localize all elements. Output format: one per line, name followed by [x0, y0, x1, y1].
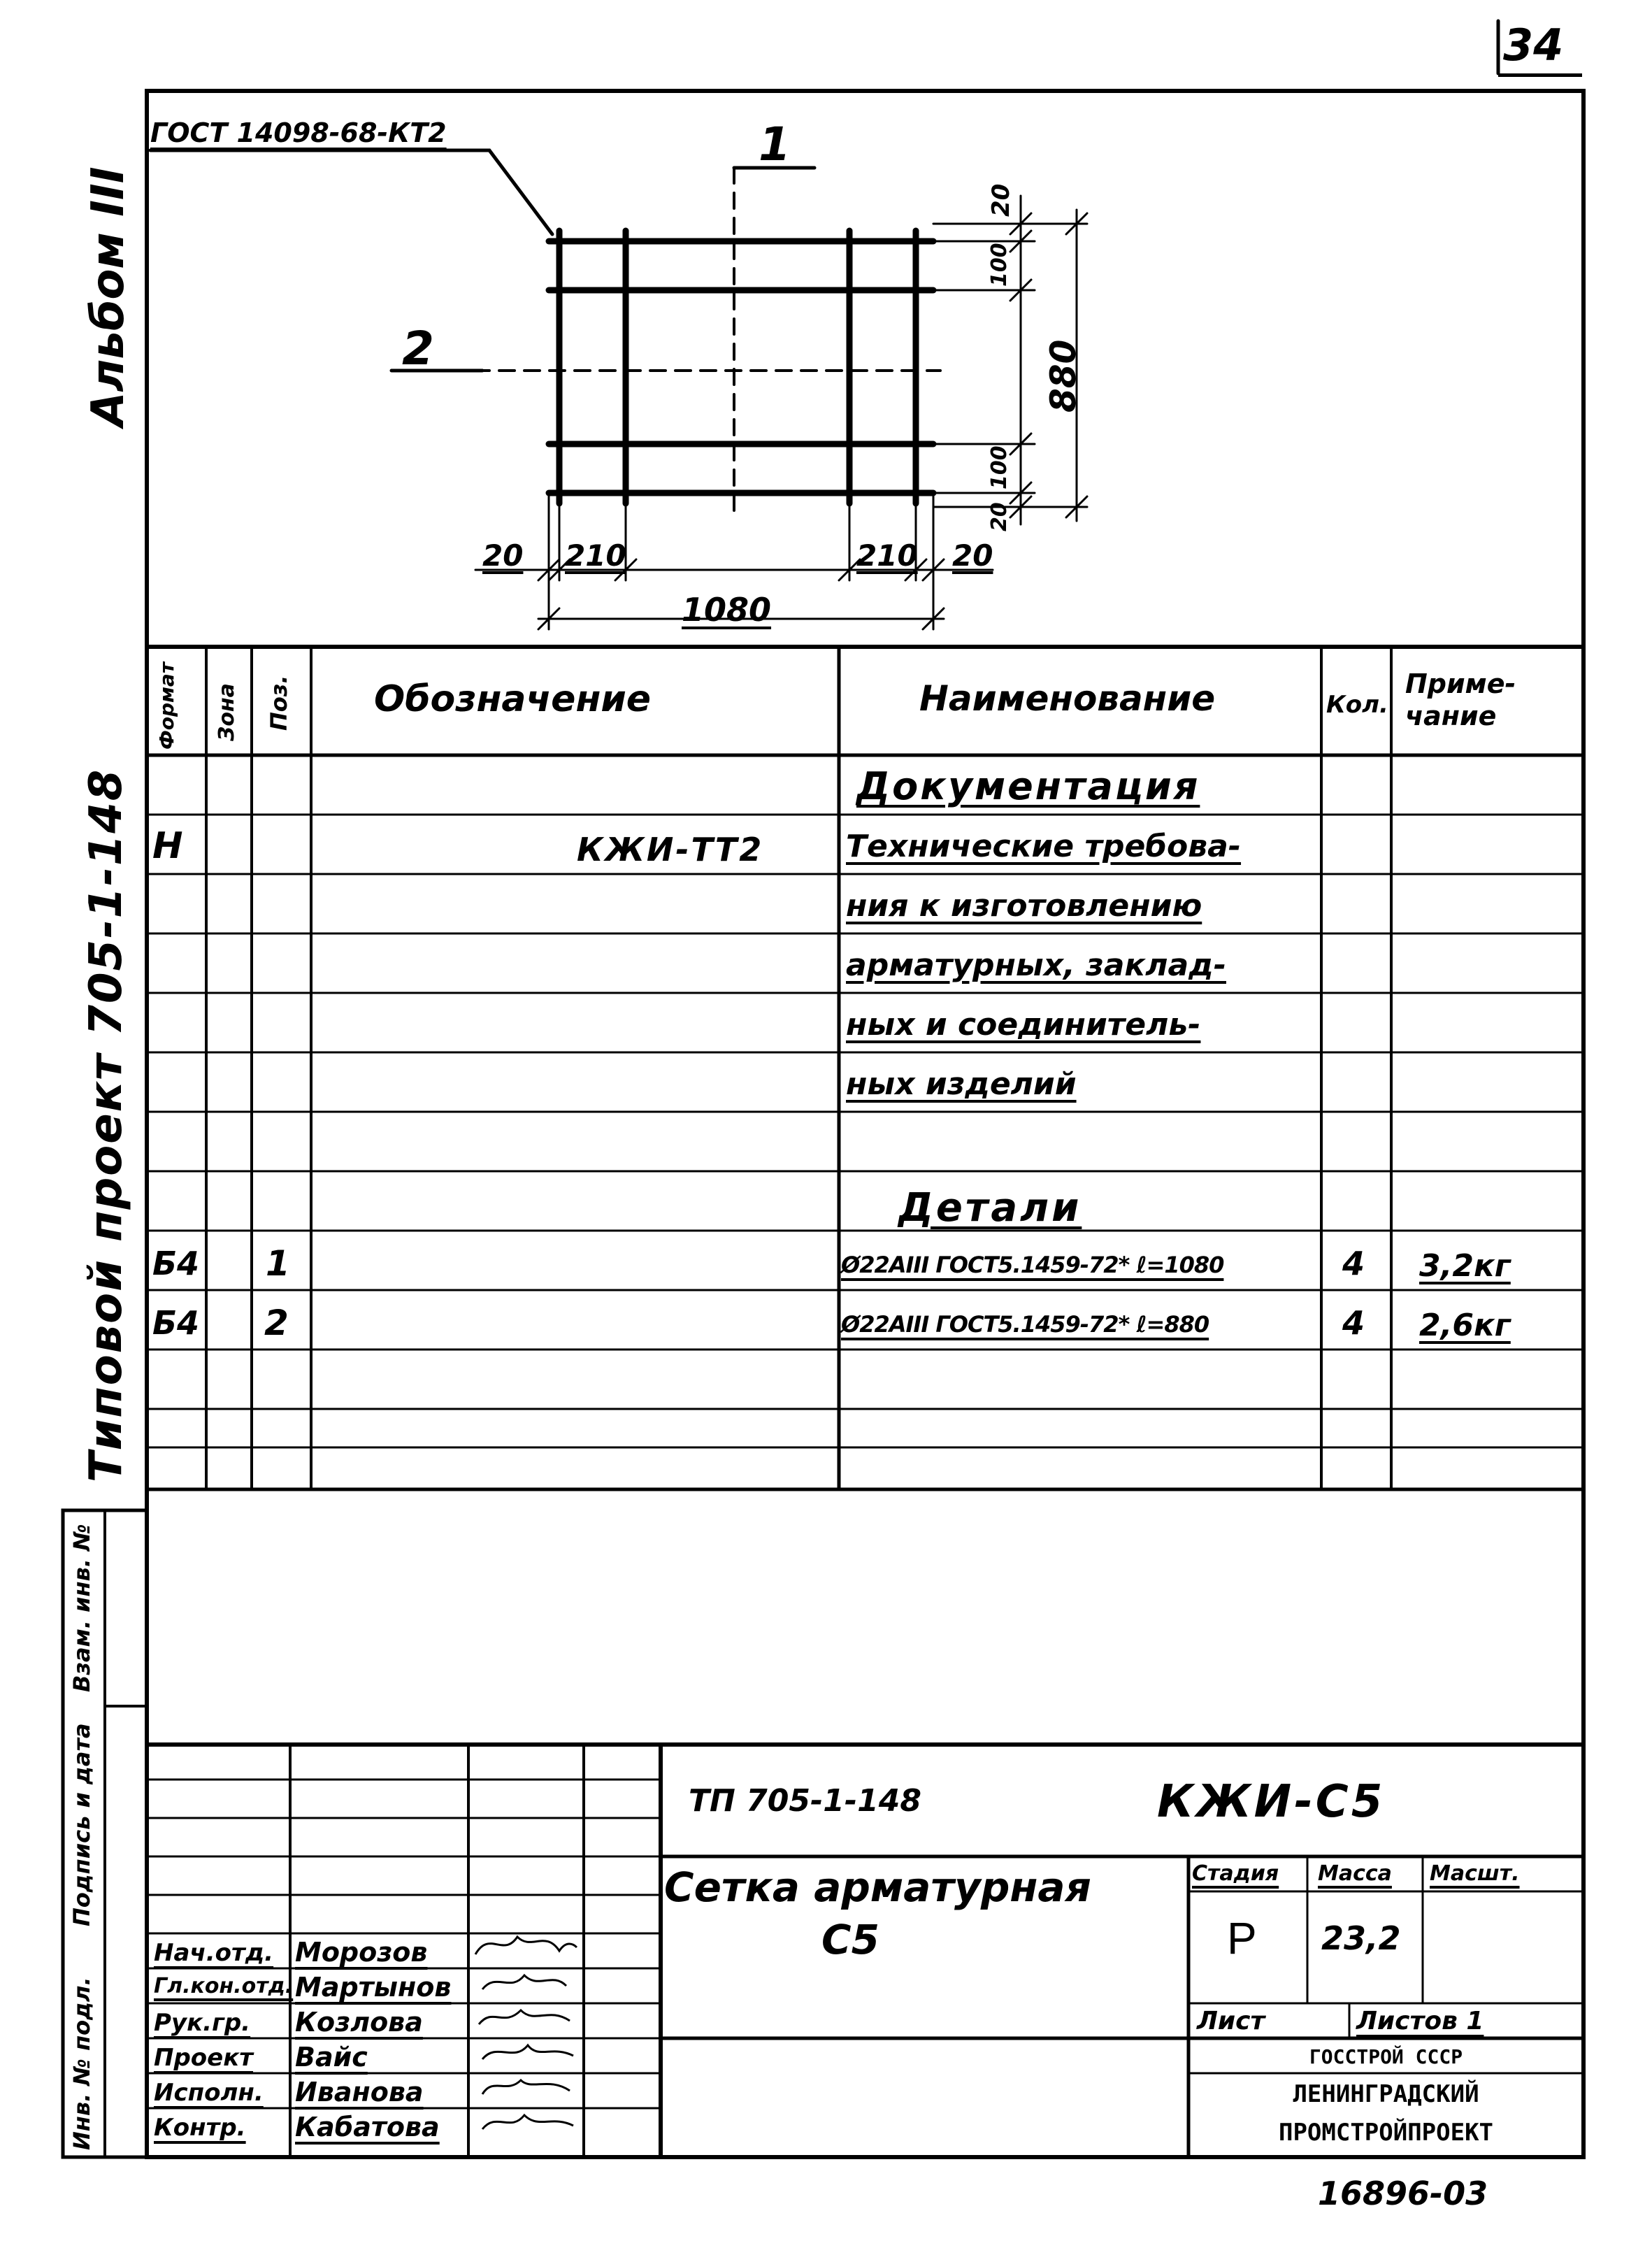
role-label: Гл.кон.отд. — [154, 1974, 294, 1998]
doc-name-line-4: ных и соединитель- — [846, 1007, 1201, 1043]
person-name: Морозов — [295, 1937, 428, 1968]
dim-880: 880 — [1043, 339, 1084, 413]
dim-bottom-20: 20 — [987, 502, 1012, 531]
part-format: Б4 — [152, 1304, 200, 1342]
stamp-inv-original: Инв. № подл. — [69, 1977, 95, 2150]
part-note: 3,2кг — [1419, 1248, 1511, 1284]
part-position: 1 — [266, 1243, 290, 1284]
header-note: Приме- чание — [1405, 668, 1516, 731]
dim-100-bottom: 100 — [987, 445, 1012, 489]
doc-name-line-1: Технические требова- — [846, 829, 1242, 864]
gost-callout: ГОСТ 14098-68-КТ2 — [150, 117, 447, 148]
album-label: Альбом III — [82, 166, 134, 427]
sheet-label: Лист — [1197, 2007, 1265, 2035]
header-format: Формат — [155, 661, 178, 750]
person-name: Мартынов — [295, 1972, 452, 2003]
footer-archive-code: 16896-03 — [1318, 2175, 1488, 2212]
stamp-inv-duplicate: Взам. инв. № — [69, 1524, 95, 1692]
dim-left-20: 20 — [482, 538, 524, 573]
stage-label: Стадия — [1192, 1861, 1279, 1886]
header-quantity: Кол. — [1326, 691, 1388, 719]
sheets-label: Листов 1 — [1356, 2007, 1484, 2035]
person-name: Козлова — [295, 2007, 423, 2038]
role-label: Нач.отд. — [154, 1939, 274, 1967]
dim-100-top: 100 — [987, 243, 1012, 287]
document-title-line-2: С5 — [821, 1916, 879, 1963]
dim-top-20: 20 — [987, 183, 1015, 217]
position-1-mark: 1 — [759, 117, 791, 171]
stamp-sign-date: Подпись и дата — [69, 1723, 95, 1926]
part-note: 2,6кг — [1419, 1308, 1511, 1343]
header-zone: Зона — [215, 683, 239, 741]
role-label: Контр. — [154, 2114, 246, 2142]
part-format: Б4 — [152, 1245, 200, 1282]
header-position: Поз. — [266, 675, 292, 731]
role-label: Проект — [154, 2044, 253, 2072]
section-details: Детали — [898, 1185, 1082, 1231]
section-documentation: Документация — [856, 764, 1200, 808]
mass-value: 23,2 — [1321, 1919, 1401, 1957]
dim-left-210: 210 — [565, 538, 626, 573]
part-name: Ø22АIII ГОСТ5.1459-72* ℓ=1080 — [841, 1252, 1224, 1278]
document-title-line-1: Сетка арматурная — [664, 1863, 1091, 1911]
header-designation: Обозначение — [374, 678, 652, 720]
organization-line-3: ПРОМСТРОЙПРОЕКТ — [1278, 2119, 1494, 2147]
project-code: ТП 705-1-148 — [689, 1783, 921, 1819]
position-2-mark: 2 — [402, 322, 434, 375]
role-label: Исполн. — [154, 2079, 264, 2107]
role-label: Рук.гр. — [154, 2009, 251, 2037]
doc-designation: КЖИ-ТТ2 — [577, 831, 764, 868]
part-position: 2 — [264, 1303, 289, 1343]
part-quantity: 4 — [1342, 1304, 1365, 1342]
dim-right-20: 20 — [952, 538, 993, 573]
header-name: Наименование — [919, 678, 1216, 719]
document-code: КЖИ-С5 — [1157, 1776, 1386, 1828]
dim-overall-1080: 1080 — [682, 591, 772, 629]
person-name: Вайс — [295, 2042, 368, 2073]
mass-label: Масса — [1318, 1861, 1392, 1886]
person-name: Кабатова — [295, 2112, 440, 2142]
scale-label: Масшт. — [1430, 1861, 1520, 1886]
doc-name-line-5: ных изделий — [846, 1066, 1077, 1102]
doc-name-line-2: ния к изготовлению — [846, 888, 1202, 924]
dim-right-210: 210 — [856, 538, 918, 573]
doc-name-line-3: арматурных, заклад- — [846, 947, 1226, 983]
project-label: Типовой проект 705-1-148 — [80, 768, 132, 1482]
organization-line-2: ЛЕНИНГРАДСКИЙ — [1293, 2080, 1479, 2108]
person-name: Иванова — [295, 2077, 424, 2107]
organization-line-1: ГОССТРОЙ СССР — [1309, 2045, 1463, 2068]
part-quantity: 4 — [1342, 1245, 1365, 1282]
part-name: Ø22АIII ГОСТ5.1459-72* ℓ=880 — [841, 1311, 1209, 1338]
stage-value: Р — [1227, 1913, 1257, 1963]
sheet-number: 34 — [1503, 20, 1564, 71]
doc-format: Н — [152, 825, 183, 867]
